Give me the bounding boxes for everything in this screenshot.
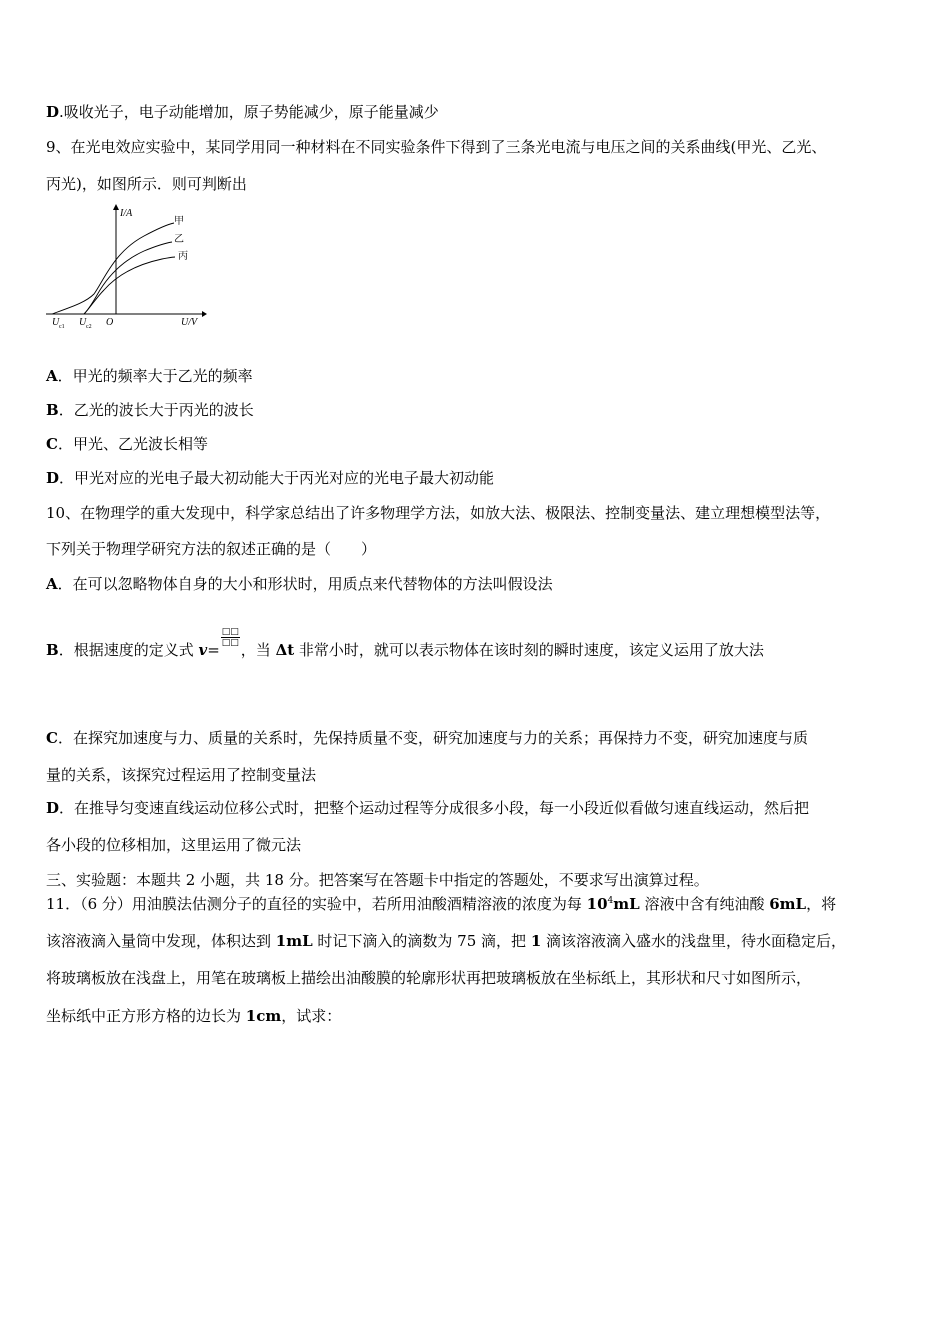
velocity-variable: v <box>198 641 208 659</box>
option-label: C <box>46 435 58 453</box>
value: 1cm <box>245 1007 282 1025</box>
photoelectric-iv-figure <box>44 202 209 334</box>
text: 该溶液滴入量筒中发现，体积达到 <box>46 932 276 950</box>
option-text: ．甲光的频率大于乙光的频率 <box>57 367 253 385</box>
q10-option-d-line2: 各小段的位移相加，这里运用了微元法 <box>46 836 302 854</box>
curve-label-bing: 丙 <box>178 251 188 262</box>
fraction-denominator: □□ <box>221 637 239 648</box>
text: ，试求： <box>281 1007 342 1025</box>
option-label: A <box>46 367 58 385</box>
curve-jia <box>52 223 174 314</box>
q11-line2 <box>46 931 846 951</box>
option-text: ．乙光的波长大于丙光的波长 <box>58 401 254 419</box>
origin-label: O <box>106 317 114 328</box>
delta-t: Δt <box>275 641 295 659</box>
option-label: D <box>46 103 60 121</box>
superscript: 4 <box>607 896 614 906</box>
text: 时记下滴入的滴数为 75 滴，把 <box>312 932 531 950</box>
q10-stem-line1: 10、在物理学的重大发现中，科学家总结出了许多物理学方法，如放大法、极限法、控制变量法、建立理想模型法等， <box>46 504 831 522</box>
option-label: A <box>46 575 58 593</box>
q9-option-b <box>46 400 254 420</box>
curve-label-jia: 甲 <box>174 216 184 227</box>
option-label: D <box>46 469 60 487</box>
q10-stem-line2: 下列关于物理学研究方法的叙述正确的是（ ） <box>46 540 377 558</box>
uc2-label: U <box>79 317 87 328</box>
value: 1mL <box>275 932 313 950</box>
option-text-pre: ．根据速度的定义式 <box>58 641 199 659</box>
q9-stem-line1: 9、在光电效应实验中，某同学用同一种材料在不同实验条件下得到了三条光电流与电压之间的关系曲线(甲光、乙光、 <box>46 138 827 156</box>
q9-option-d <box>46 468 494 488</box>
q9-stem-line2: 丙光)，如图所示．则可判断出 <box>46 175 247 193</box>
q10-option-c-line2: 量的关系，该探究过程运用了控制变量法 <box>46 766 317 784</box>
uc2-subscript: c2 <box>86 324 92 330</box>
fraction-numerator: □□ <box>221 626 239 637</box>
option-text: .吸收光子，电子动能增加，原子势能减少，原子能量减少 <box>59 103 439 121</box>
velocity-fraction <box>221 627 240 648</box>
option-label: B <box>46 641 59 659</box>
q10-option-d-line1 <box>46 798 809 818</box>
option-label: D <box>46 799 60 817</box>
curve-yi <box>84 242 172 314</box>
y-axis-label: I/A <box>120 208 133 219</box>
text: ，将 <box>806 895 837 913</box>
curve-bing <box>84 257 175 314</box>
option-text: ．在可以忽略物体自身的大小和形状时，用质点来代替物体的方法叫假设法 <box>57 575 553 593</box>
x-axis-arrow <box>202 311 207 317</box>
option-text: ．甲光、乙光波长相等 <box>57 435 208 453</box>
text: 溶液中含有纯油酸 <box>639 895 770 913</box>
equals-sign: = <box>207 641 220 659</box>
q10-option-c-line1 <box>46 728 808 748</box>
option-text: ．甲光对应的光电子最大初动能大于丙光对应的光电子最大初动能 <box>59 469 495 487</box>
value: 6mL <box>769 895 807 913</box>
curve-label-yi: 乙 <box>174 234 184 245</box>
value: 10 <box>586 895 608 913</box>
text: 坐标纸中正方形方格的边长为 <box>46 1007 246 1025</box>
q9-option-c <box>46 434 208 454</box>
option-text-mid: ，当 <box>240 641 276 659</box>
option-text: ．在探究加速度与力、质量的关系时，先保持质量不变，研究加速度与力的关系；再保持力不变，研究加速度与质 <box>57 729 808 747</box>
option-text: ．在推导匀变速直线运动位移公式时，把整个运动过程等分成很多小段，每一小段近似看做匀速直线运动，然后把 <box>59 799 810 817</box>
q11-line3: 将玻璃板放在浅盘上，用笔在玻璃板上描绘出油酸膜的轮廓形状再把玻璃板放在坐标纸上，其形状和尺寸如图所示， <box>46 969 812 987</box>
q11-line1 <box>46 894 836 914</box>
q8-option-d <box>46 102 439 122</box>
q9-option-a <box>46 366 253 386</box>
q11-line4 <box>46 1006 341 1026</box>
option-label: B <box>46 401 59 419</box>
uc1-subscript: c1 <box>59 324 65 330</box>
uc1-label: U <box>52 317 60 328</box>
x-axis-label: U/V <box>181 317 198 328</box>
option-text-post: 非常小时，就可以表示物体在该时刻的瞬时速度，该定义运用了放大法 <box>294 641 764 659</box>
q10-option-b <box>46 626 764 662</box>
section-3-heading: 三、实验题：本题共 2 小题，共 18 分。把答案写在答题卡中指定的答题处，不要求写出演算过程。 <box>46 871 709 889</box>
q10-option-a <box>46 574 553 594</box>
unit: mL <box>613 895 640 913</box>
value: 1 <box>530 932 542 950</box>
y-axis-arrow <box>113 204 119 210</box>
text: 11．（6 分）用油膜法估测分子的直径的实验中，若所用油酸酒精溶液的浓度为每 <box>46 895 587 913</box>
text: 滴该溶液滴入盛水的浅盘里，待水面稳定后， <box>541 932 847 950</box>
option-label: C <box>46 729 58 747</box>
